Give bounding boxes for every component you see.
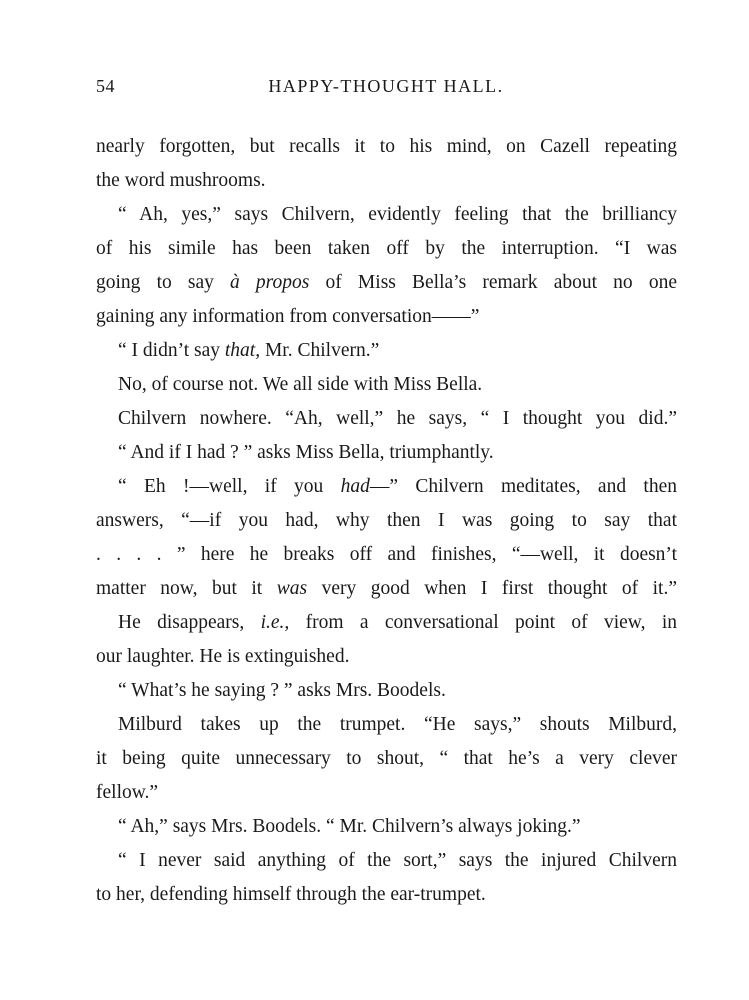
text-line: it being quite unnecessary to shout, “ that he’s a very clever xyxy=(96,748,677,769)
text-line: the word mushrooms. xyxy=(96,170,266,191)
text-segment: “ I didn’t say xyxy=(118,340,225,361)
running-title: HAPPY-THOUGHT HALL. xyxy=(268,76,504,96)
text-line: of his simile has been taken off by the interruption. “I was xyxy=(96,238,677,259)
text-line xyxy=(96,470,677,504)
text-line xyxy=(96,606,677,640)
text-line: Milburd takes up the trumpet. “He says,” shouts Milburd, xyxy=(118,714,677,735)
page-number: 54 xyxy=(96,76,115,96)
text-line: No, of course not. We all side with Miss Bella. xyxy=(118,374,483,395)
text-line xyxy=(96,334,677,368)
italic-text: was xyxy=(276,578,308,599)
text-line: Chilvern nowhere. “Ah, well,” he says, “ I thought you did.” xyxy=(118,408,677,429)
text-segment: —” Chilvern meditates, and then xyxy=(369,476,677,497)
text-line: “ I never said anything of the sort,” says the injured Chilvern xyxy=(118,850,677,871)
body-text xyxy=(96,130,677,912)
text-line xyxy=(96,572,677,606)
text-segment: “ Eh !—well, if you xyxy=(118,476,341,497)
text-segment: He disappears, xyxy=(118,612,261,633)
text-line: fellow.” xyxy=(96,782,159,803)
text-line xyxy=(96,266,677,300)
italic-text: had xyxy=(340,476,370,497)
italic-text: i.e., xyxy=(260,612,290,633)
text-segment: very good when I first thought of it.” xyxy=(307,578,677,599)
text-line: gaining any information from conversation——” xyxy=(96,306,480,327)
italic-text: that, xyxy=(224,340,261,361)
text-segment: Mr. Chilvern.” xyxy=(260,340,380,361)
text-line: “ Ah,” says Mrs. Boodels. “ Mr. Chilvern’s always joking.” xyxy=(118,816,581,837)
text-line: . . . . ” here he breaks off and finishes, “—well, it doesn’t xyxy=(96,544,677,565)
text-segment: going to say xyxy=(96,272,231,293)
text-line: our laughter. He is extinguished. xyxy=(96,646,350,667)
text-segment: matter now, but it xyxy=(96,578,277,599)
text-line: nearly forgotten, but recalls it to his mind, on Cazell repeating xyxy=(96,136,677,157)
text-line: “ And if I had ? ” asks Miss Bella, triumphantly. xyxy=(118,442,494,463)
text-line: to her, defending himself through the ear-trumpet. xyxy=(96,884,486,905)
italic-text: à propos xyxy=(230,272,310,293)
text-line: “ Ah, yes,” says Chilvern, evidently feeling that the brilliancy xyxy=(118,204,677,225)
text-line: answers, “—if you had, why then I was going to say that xyxy=(96,510,677,531)
text-line: “ What’s he saying ? ” asks Mrs. Boodels. xyxy=(118,680,446,701)
running-head xyxy=(96,76,676,100)
text-segment: from a conversational point of view, in xyxy=(289,612,677,633)
text-segment: of Miss Bella’s remark about no one xyxy=(309,272,677,293)
